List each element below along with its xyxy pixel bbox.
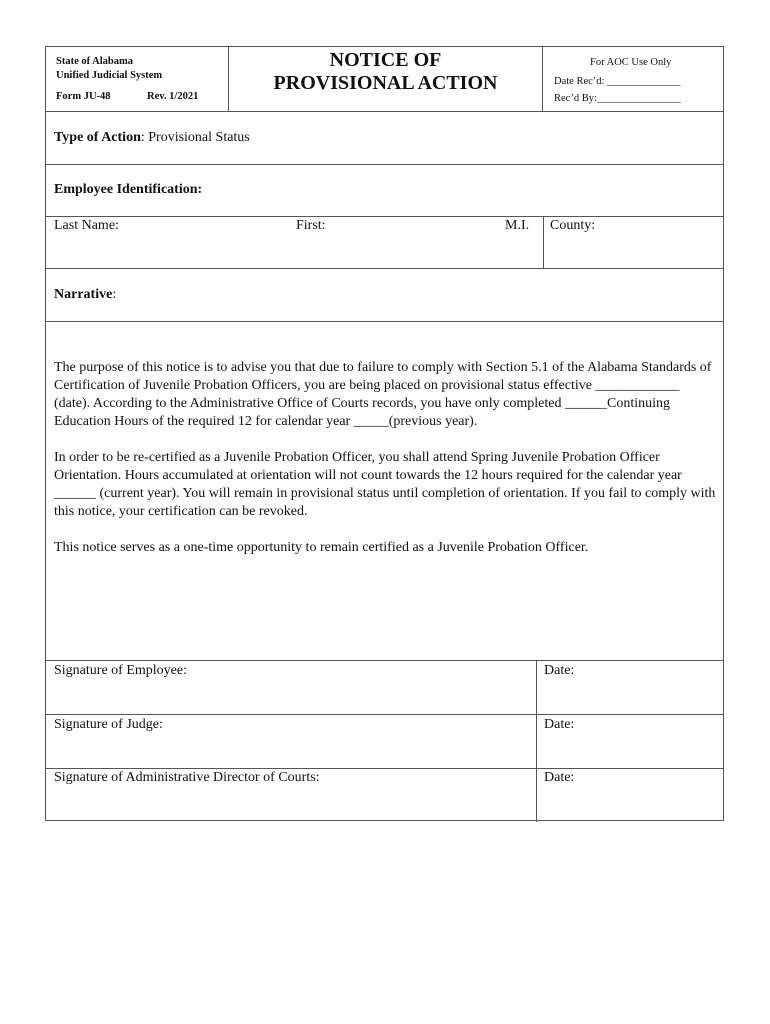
date-received-field[interactable]: Date Rec’d: ______________ — [554, 76, 681, 87]
divider — [543, 216, 544, 268]
divider — [46, 321, 723, 322]
narrative-paragraph-3: This notice serves as a one-time opportunity to remain certified as a Juvenile Probation Officer. — [54, 540, 589, 555]
divider — [46, 660, 723, 661]
middle-initial-field[interactable]: M.I. — [505, 218, 530, 233]
divider — [46, 714, 723, 715]
form-number: Form JU-48 — [56, 91, 111, 102]
type-of-action-label: Type of Action — [54, 130, 141, 145]
county-field[interactable]: County: — [550, 218, 596, 233]
divider — [542, 47, 543, 111]
divider — [46, 268, 723, 269]
divider — [46, 164, 723, 165]
employee-signature-date-field[interactable]: Date: — [544, 663, 575, 678]
state-label: State of Alabama — [56, 56, 133, 67]
narrative-paragraph-2: In order to be re-certified as a Juvenile Probation Officer, you shall attend Spring Juvenile Probation Officer Orientation. Hours accumulated at orientation will not count towards the 12 hours required for the calendar year ______ (current year). You will remain in provisional status until completion of orientation. If you fail to comply with this notice, your certification can be revoked. — [54, 450, 716, 519]
divider — [46, 216, 723, 217]
employee-signature-field[interactable]: Signature of Employee: — [54, 663, 187, 678]
divider — [46, 111, 723, 112]
judge-signature-date-field[interactable]: Date: — [544, 717, 575, 732]
page-title-line2: PROVISIONAL ACTION — [273, 72, 498, 94]
type-of-action-row — [54, 130, 250, 146]
first-name-field[interactable]: First: — [296, 218, 326, 233]
narrative-body — [54, 359, 718, 557]
aoc-use-label: For AOC Use Only — [590, 57, 672, 68]
revision-label: Rev. 1/2021 — [147, 91, 199, 102]
judge-signature-field[interactable]: Signature of Judge: — [54, 717, 163, 732]
employee-identification-heading: Employee Identification: — [54, 182, 203, 197]
divider — [536, 660, 537, 822]
notice-form — [45, 46, 724, 821]
narrative-paragraph-1: The purpose of this notice is to advise you that due to failure to comply with Section 5.1 of the Alabama Standards of Certification of Juvenile Probation Officers, you are being placed on provisional status effective ____________ (date). According to the Administrative Office of Courts records, you have only completed ______Continuing Education Hours of the required 12 for calendar year _____(previous year). — [54, 360, 712, 429]
director-signature-field[interactable]: Signature of Administrative Director of Courts: — [54, 770, 320, 785]
narrative-label: Narrative — [54, 287, 113, 302]
system-label: Unified Judicial System — [56, 70, 163, 81]
narrative-colon: : — [112, 287, 117, 302]
type-of-action-value: : Provisional Status — [140, 130, 250, 145]
last-name-field[interactable]: Last Name: — [54, 218, 119, 233]
received-by-field[interactable]: Rec’d By:________________ — [554, 93, 681, 104]
director-signature-date-field[interactable]: Date: — [544, 770, 575, 785]
page-title-line1: NOTICE OF — [329, 49, 442, 71]
divider — [46, 768, 723, 769]
narrative-row — [54, 287, 116, 303]
